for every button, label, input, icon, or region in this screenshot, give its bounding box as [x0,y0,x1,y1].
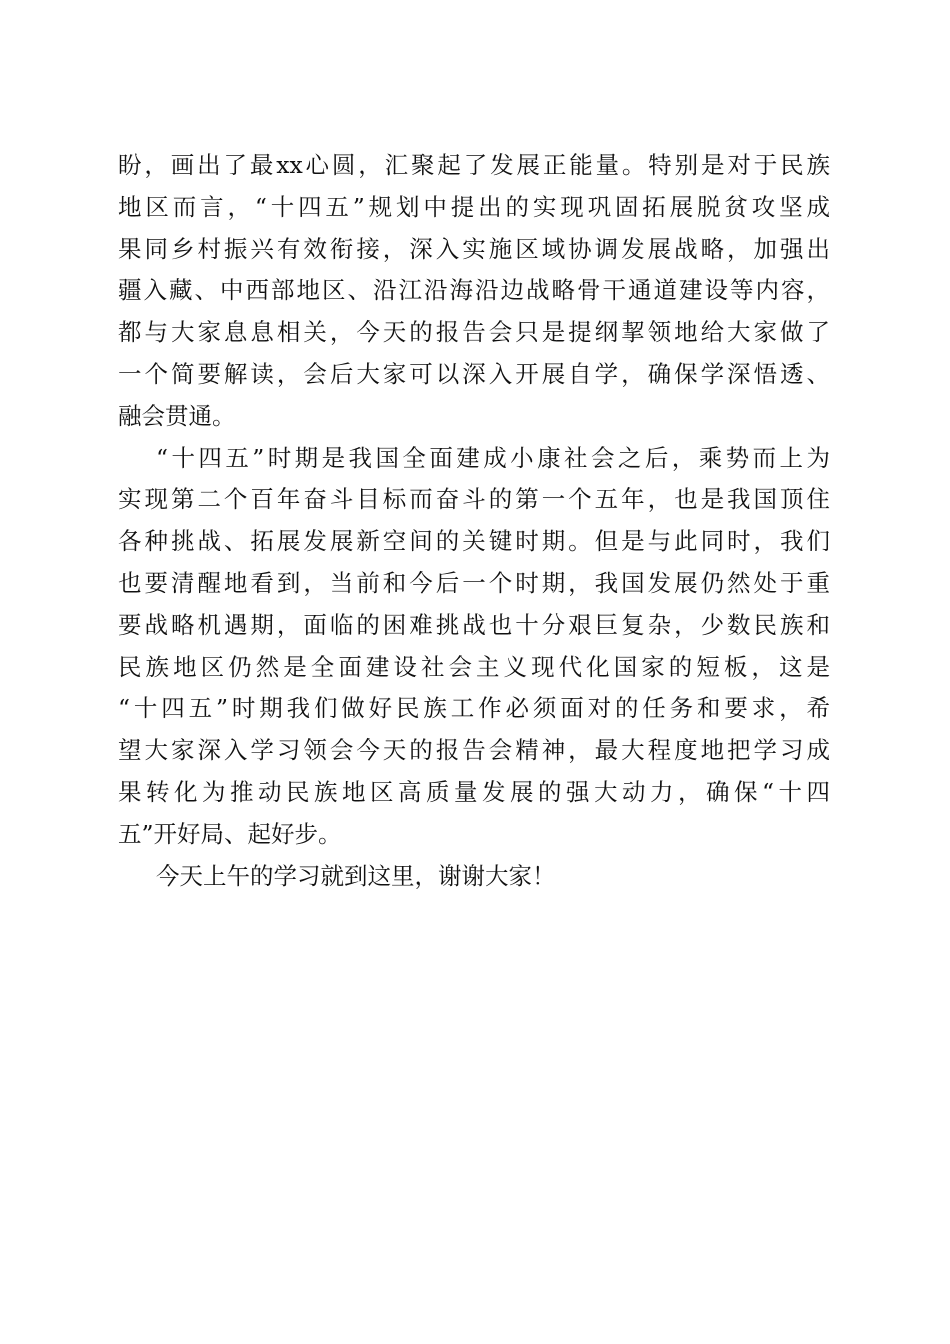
text-line: 果转化为推动民族地区高质量发展的强大动力，确保“十四 [118,777,830,806]
text-line: 各种挑战、拓展发展新空间的关键时期。但是与此同时，我们 [118,527,830,556]
text-line: 五”开好局、起好步。 [118,819,342,848]
body-text [118,145,830,897]
text-line: 盼，画出了最xx心圆，汇聚起了发展正能量。特别是对于民族 [118,151,830,179]
text-line: 民族地区仍然是全面建设社会主义现代化国家的短板，这是 [118,652,830,681]
text-line: 今天上午的学习就到这里，谢谢大家！ [156,861,556,890]
paragraph-1 [118,145,830,438]
text-line: “十四五”时期是我国全面建成小康社会之后，乘势而上为 [156,443,830,472]
text-line: 要战略机遇期，面临的困难挑战也十分艰巨复杂，少数民族和 [118,610,830,639]
text-line: 都与大家息息相关，今天的报告会只是提纲挈领地给大家做了 [118,318,830,347]
text-line: 望大家深入学习领会今天的报告会精神，最大程度地把学习成 [118,736,830,765]
text-line: 实现第二个百年奋斗目标而奋斗的第一个五年，也是我国顶住 [118,485,830,514]
text-line: 也要清醒地看到，当前和今后一个时期，我国发展仍然处于重 [118,568,830,597]
text-line: “十四五”时期我们做好民族工作必须面对的任务和要求，希 [118,694,830,723]
paragraph-2 [118,438,830,856]
text-line: 融会贯通。 [118,401,236,430]
text-line: 一个简要解读，会后大家可以深入开展自学，确保学深悟透、 [118,359,830,388]
text-line: 果同乡村振兴有效衔接，深入实施区域协调发展战略，加强出 [118,234,830,263]
text-line: 疆入藏、中西部地区、沿江沿海沿边战略骨干通道建设等内容， [118,276,830,305]
text-line: 地区而言，“十四五”规划中提出的实现巩固拓展脱贫攻坚成 [118,192,830,221]
paragraph-3 [118,856,830,898]
